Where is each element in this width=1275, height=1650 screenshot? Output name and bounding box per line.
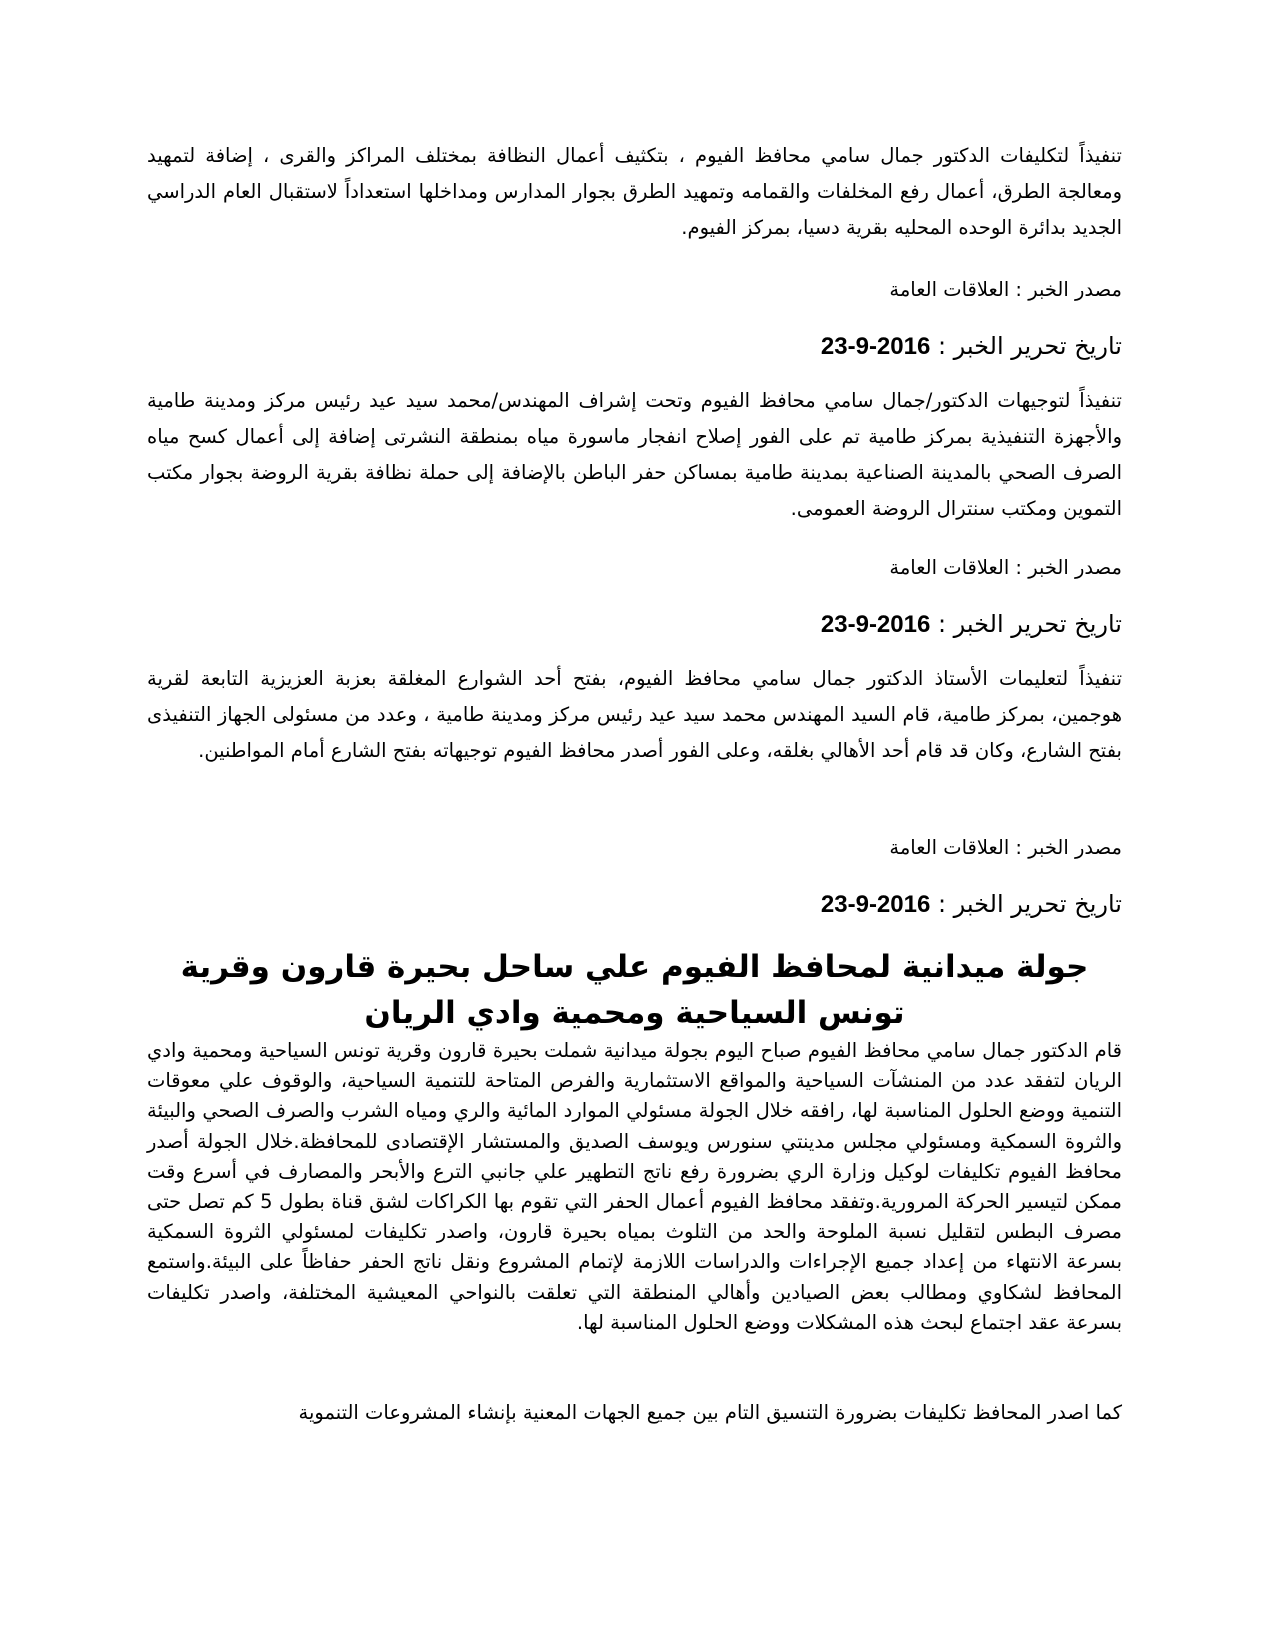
news-3-date [821,888,1122,921]
news-2-date-label: تاريخ تحرير الخبر : [937,610,1122,638]
news-1-source: مصدر الخبر : العلاقات العامة [889,278,1122,301]
news-1-date-value: 23-9-2016 [820,333,931,360]
news-2-date [821,608,1122,641]
news-3-date-label: تاريخ تحرير الخبر : [937,890,1122,918]
news-2-body: تنفيذاً لتوجيهات الدكتور/جمال سامي محافظ الفيوم وتحت إشراف المهندس/محمد سيد عيد رئيس مركز ومدينة طامية والأجهزة التنفيذية بمركز طامية تم على الفور إصلاح انفجار ماسورة مياه بمنطقة النشرتى إضافة إلى أعمال كسح مياه الصرف الصحي بالمدينة الصناعية بمدينة طامية بمساكن حفر الباطن بالإضافة إلى حملة نظافة بقرية الروضة بجوار مكتب التموين ومكتب سنترال الروضة العمومى. [147,389,1122,520]
article-headline: جولة ميدانية لمحافظ الفيوم علي ساحل بحيرة قارون وقرية تونس السياحية ومحمية وادي الريان [180,949,1089,1031]
article-last-line: كما اصدر المحافظ تكليفات بضرورة التنسيق التام بين جميع الجهات المعنية بإنشاء المشروعات التنموية [298,1401,1122,1424]
news-1-body: تنفيذاً لتكليفات الدكتور جمال سامي محافظ الفيوم ، بتكثيف أعمال النظافة بمختلف المراكز والقرى ، إضافة لتمهيد ومعالجة الطرق، أعمال رفع المخلفات والقمامه وتمهيد الطرق بجوار المدارس ومداخلها استعداداً لاستقبال العام الدراسي الجديد بدائرة الوحده المحليه بقرية دسيا، بمركز الفيوم. [147,144,1122,239]
news-3-source: مصدر الخبر : العلاقات العامة [889,836,1122,859]
news-1-date-label: تاريخ تحرير الخبر : [937,332,1122,360]
news-2-date-value: 23-9-2016 [820,611,931,638]
news-2-source: مصدر الخبر : العلاقات العامة [889,556,1122,579]
news-1-date [821,330,1122,363]
article-body: قام الدكتور جمال سامي محافظ الفيوم صباح اليوم بجولة ميدانية شملت بحيرة قارون وقرية تونس السياحية ومحمية وادي الريان لتفقد عدد من المنشآت السياحية والمواقع الاستثمارية والفرص المتاحة للتنمية السياحية، والوقوف علي معوقات التنمية ووضع الحلول المناسبة لها، رافقه خلال الجولة مسئولي الموارد المائية والري ومياه الشرب والصرف الصحي والبيئة والثروة السمكية ومسئولي مجلس مدينتي سنورس ويوسف الصديق والمستشار الإقتصادى للمحافظة.خلال الجولة أصدر محافظ الفيوم تكليفات لوكيل وزارة الري بضرورة رفع ناتج التطهير علي جانبي الترع والأبحر والمصارف في أسرع وقت ممكن لتيسير الحركة المرورية.وتفقد محافظ الفيوم أعمال الحفر التي تقوم بها الكراكات لشق قناة بطول 5 كم تصل حتى مصرف البطس لتقليل نسبة الملوحة والحد من التلوث بمياه بحيرة قارون، واصدر تكليفات لمسئولي الثروة السمكية بسرعة الانتهاء من إعداد جميع الإجراءات والدراسات اللازمة لإتمام المشروع ونقل ناتج الحفر حفاظاً على البيئة.واستمع المحافظ لشكاوي ومطالب بعض الصيادين وأهالي المنطقة التي تعلقت بالنواحي المعيشية المختلفة، واصدر تكليفات بسرعة عقد اجتماع لبحث هذه المشكلات ووضع الحلول المناسبة لها. [147,1039,1123,1334]
news-3-date-value: 23-9-2016 [820,891,931,918]
news-3-body: تنفيذاً لتعليمات الأستاذ الدكتور جمال سامي محافظ الفيوم، بفتح أحد الشوارع المغلقة بعزبة العزيزية التابعة لقرية هوجمين، بمركز طامية، قام السيد المهندس محمد سيد عيد رئيس مركز ومدينة طامية ، وعدد من مسئولى الجهاز التنفيذى بفتح الشارع، وكان قد قام أحد الأهالي بغلقه، وعلى الفور أصدر محافظ الفيوم توجيهاته بفتح الشارع أمام المواطنين. [147,667,1122,762]
